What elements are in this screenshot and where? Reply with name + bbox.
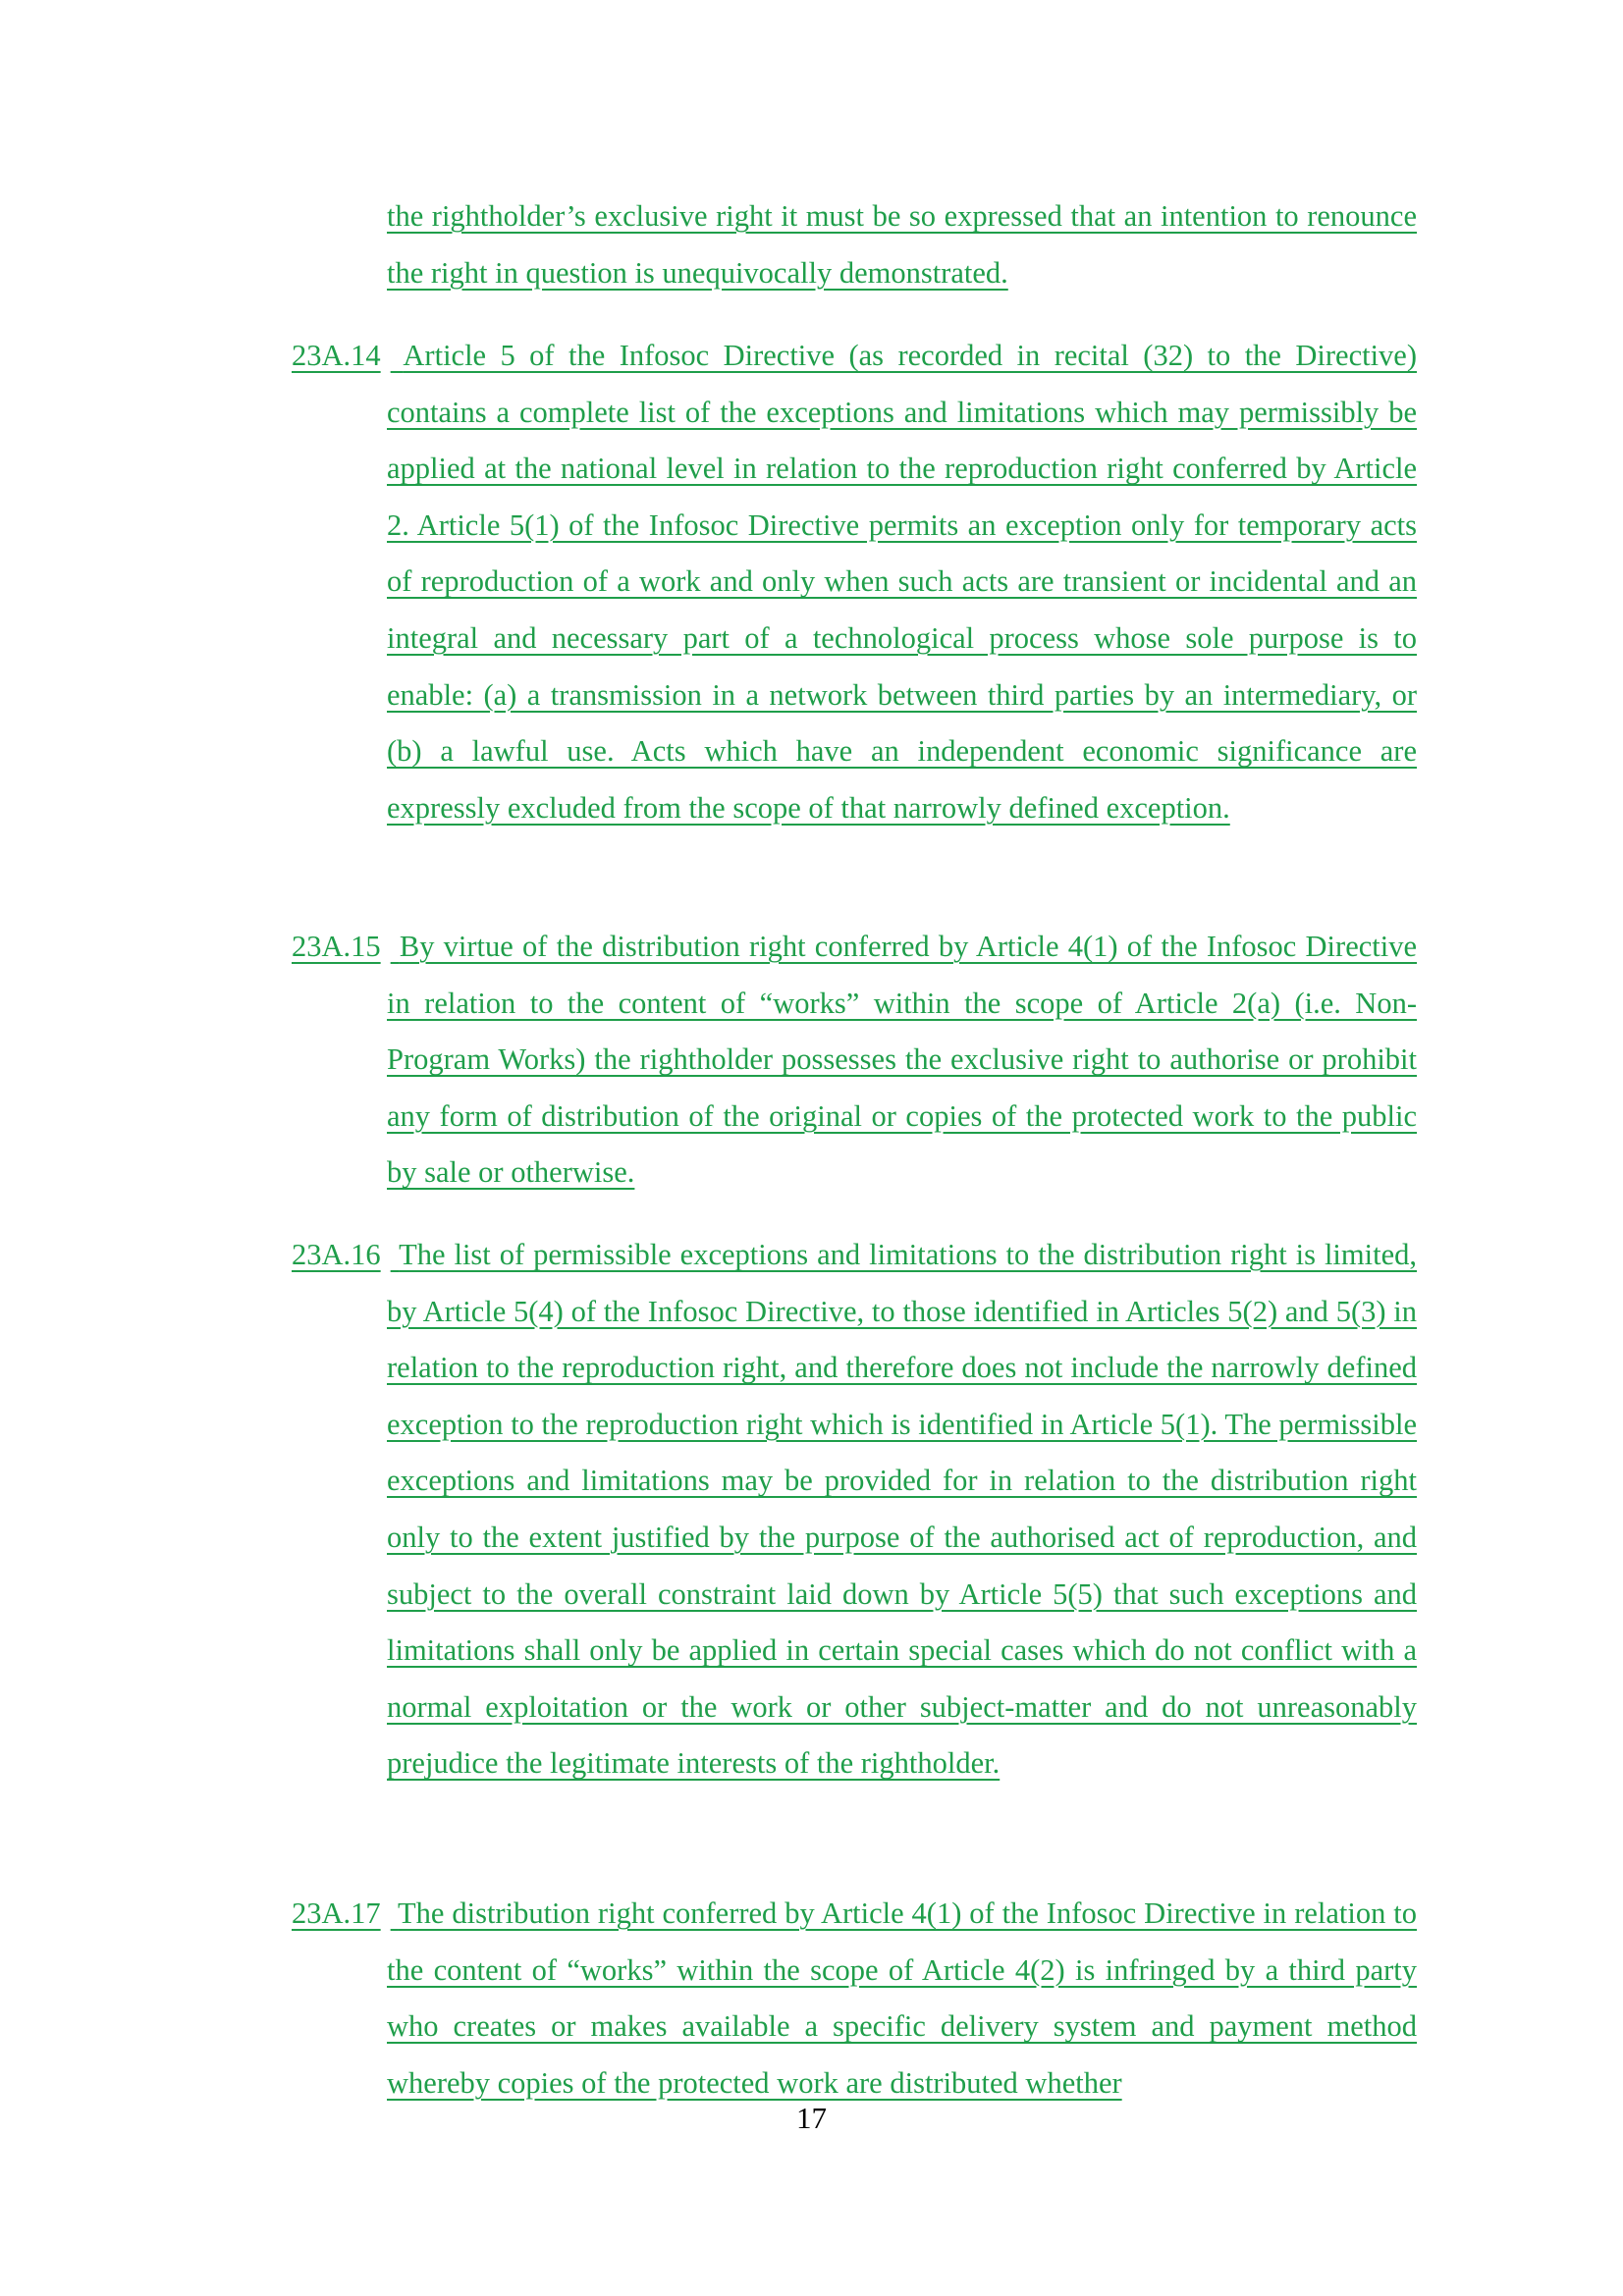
paragraph-23a-14	[292, 328, 1417, 836]
paragraph-text: By virtue of the distribution right conferred by Article 4(1) of the Infosoc Directive in relation to the content of “works” within the scope of Article 2(a) (i.e. Non-Program Works) the rightholder possesses the exclusive right to authorise or prohibit any form of distribution of the original or copies of the protected work to the public by sale or otherwise.	[387, 930, 1418, 1190]
paragraph-23a-17	[292, 1886, 1417, 2111]
paragraph-23a-15	[292, 919, 1417, 1201]
paragraph-number: 23A.15	[292, 930, 381, 963]
paragraph-23a-16	[292, 1227, 1417, 1792]
paragraph-number: 23A.17	[292, 1896, 381, 1930]
paragraph-text: Article 5 of the Infosoc Directive (as recorded in recital (32) to the Directive) contains a complete list of the exceptions and limitations which may permissibly be applied at the national level in relation to the reproduction right conferred by Article 2. Article 5(1) of the Infosoc Directive permits an exception only for temporary acts of reproduction of a work and only when such acts are transient or incidental and an integral and necessary part of a technological process whose sole purpose is to enable: (a) a transmission in a network between third parties by an intermediary, or (b) a lawful use. Acts which have an independent economic significance are expressly excluded from the scope of that narrowly defined exception.	[387, 339, 1417, 825]
paragraph-number: 23A.16	[292, 1238, 381, 1271]
continuation-text: the rightholder’s exclusive right it must be so expressed that an intention to renounce the right in question is unequivocally demonstrated.	[387, 199, 1417, 290]
page-number: 17	[796, 2101, 827, 2135]
continuation-paragraph	[387, 188, 1417, 301]
paragraph-number: 23A.14	[292, 339, 381, 372]
paragraph-text: The distribution right conferred by Article 4(1) of the Infosoc Directive in relation to the content of “works” within the scope of Article 4(2) is infringed by a third party who creates or makes available a specific delivery system and payment method whereby copies of the protected work are distributed whether	[387, 1896, 1418, 2100]
paragraph-text: The list of permissible exceptions and limitations to the distribution right is limited, by Article 5(4) of the Infosoc Directive, to those identified in Articles 5(2) and 5(3) in relation to the reproduction right, and therefore does not include the narrowly defined exception to the reproduction right which is identified in Article 5(1). The permissible exceptions and limitations may be provided for in relation to the distribution right only to the extent justified by the purpose of the authorised act of reproduction, and subject to the overall constraint laid down by Article 5(5) that such exceptions and limitations shall only be applied in certain special cases which do not conflict with a normal exploitation or the work or other subject-matter and do not unreasonably prejudice the legitimate interests of the rightholder.	[387, 1238, 1417, 1781]
